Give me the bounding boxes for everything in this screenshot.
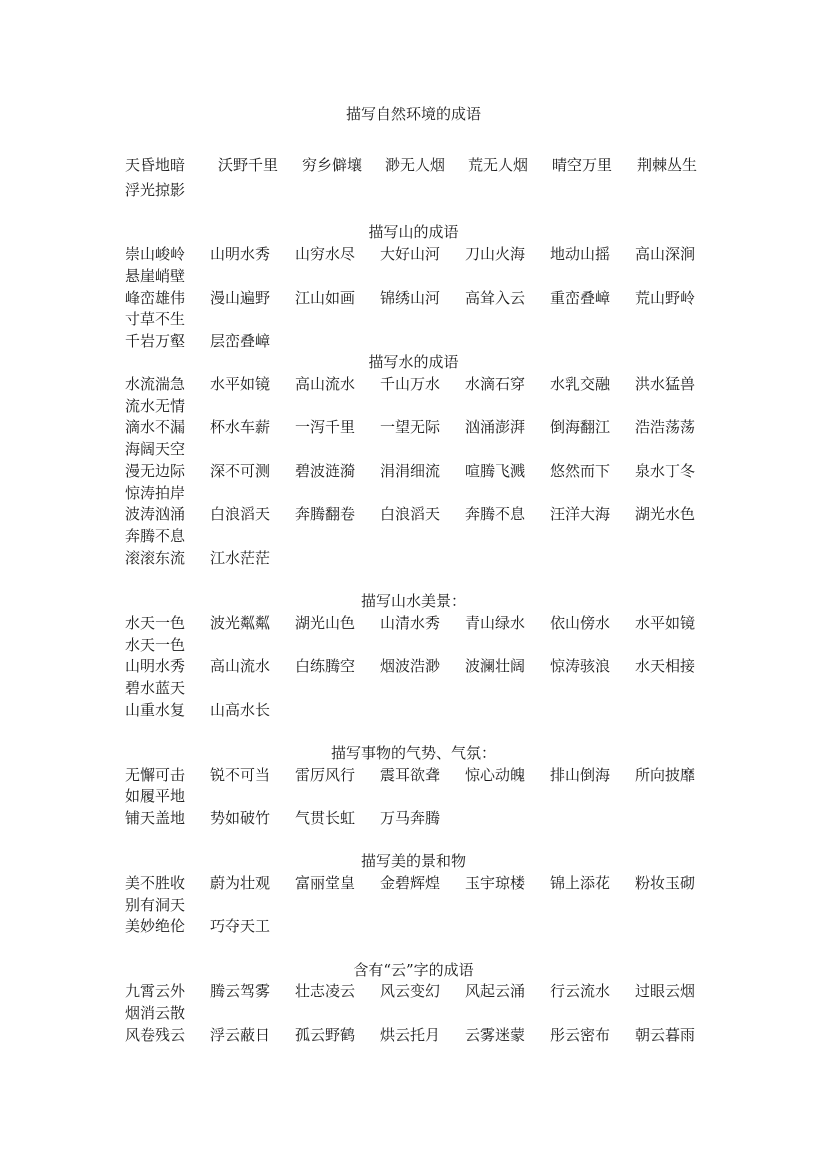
idiom: 峰峦雄伟 xyxy=(125,289,186,307)
idiom: 风卷残云 xyxy=(125,1026,186,1044)
idiom: 重峦叠嶂 xyxy=(550,289,611,307)
idiom-line xyxy=(125,873,725,893)
idiom-line xyxy=(125,916,725,936)
idiom: 山明水秀 xyxy=(125,657,186,675)
idiom: 湖光山色 xyxy=(295,614,356,632)
idiom: 铺天盖地 xyxy=(125,809,186,827)
idiom: 漫山遍野 xyxy=(210,289,271,307)
idiom: 水天一色 xyxy=(125,636,186,654)
idiom: 漫无边际 xyxy=(125,462,186,480)
idiom-line xyxy=(125,526,725,546)
idiom: 奔腾不息 xyxy=(125,527,186,545)
idiom: 杯水车薪 xyxy=(210,418,271,436)
idiom-line xyxy=(125,808,725,828)
idiom: 高耸入云 xyxy=(465,289,526,307)
idiom: 烘云托月 xyxy=(380,1026,441,1044)
idiom: 锦绣山河 xyxy=(380,289,441,307)
idiom: 气贯长虹 xyxy=(295,809,356,827)
idiom: 水天一色 xyxy=(125,614,186,632)
idiom: 风起云涌 xyxy=(465,982,526,1000)
idiom: 江山如画 xyxy=(295,289,356,307)
idiom: 风云变幻 xyxy=(380,982,441,1000)
idiom-line xyxy=(125,374,725,394)
idiom: 喧腾飞溅 xyxy=(465,462,526,480)
idiom: 荆棘丛生 xyxy=(637,156,698,174)
idiom: 惊涛拍岸 xyxy=(125,484,186,502)
idiom-line xyxy=(125,461,725,481)
idiom-line xyxy=(125,180,725,200)
idiom-line xyxy=(125,155,725,175)
idiom: 刀山火海 xyxy=(465,245,526,263)
idiom-line xyxy=(125,288,725,308)
idiom: 山重水复 xyxy=(125,701,186,719)
section-heading-water: 描写水的成语 xyxy=(368,353,459,371)
idiom: 水平如镜 xyxy=(210,375,271,393)
idiom: 蔚为壮观 xyxy=(210,874,271,892)
idiom: 无懈可击 xyxy=(125,766,186,784)
idiom: 地动山摇 xyxy=(550,245,611,263)
idiom-line xyxy=(125,895,725,915)
idiom: 碧波涟漪 xyxy=(295,462,356,480)
idiom: 深不可测 xyxy=(210,462,271,480)
idiom: 水滴石穿 xyxy=(465,375,526,393)
idiom: 倒海翻江 xyxy=(550,418,611,436)
idiom: 千岩万壑 xyxy=(125,332,186,350)
idiom: 水平如镜 xyxy=(635,614,696,632)
idiom: 沃野千里 xyxy=(218,156,279,174)
idiom: 水天相接 xyxy=(635,657,696,675)
idiom-line xyxy=(125,700,725,720)
section-heading-momentum: 描写事物的气势、气氛： xyxy=(330,744,496,762)
idiom: 晴空万里 xyxy=(552,156,613,174)
idiom: 荒山野岭 xyxy=(635,289,696,307)
idiom: 千山万水 xyxy=(380,375,441,393)
idiom: 粉妆玉砌 xyxy=(635,874,696,892)
idiom: 行云流水 xyxy=(550,982,611,1000)
idiom: 山穷水尽 xyxy=(295,245,356,263)
idiom: 朝云暮雨 xyxy=(635,1026,696,1044)
idiom: 奔腾不息 xyxy=(465,505,526,523)
page-title: 描写自然环境的成语 xyxy=(345,105,481,123)
idiom-line xyxy=(125,678,725,698)
idiom: 高山流水 xyxy=(210,657,271,675)
idiom: 所向披靡 xyxy=(635,766,696,784)
idiom-line xyxy=(125,765,725,785)
idiom: 烟波浩渺 xyxy=(380,657,441,675)
idiom-line xyxy=(125,483,725,503)
idiom: 奔腾翻卷 xyxy=(295,505,356,523)
idiom: 水流湍急 xyxy=(125,375,186,393)
idiom: 美不胜收 xyxy=(125,874,186,892)
idiom: 湖光水色 xyxy=(635,505,696,523)
idiom: 大好山河 xyxy=(380,245,441,263)
idiom: 白浪滔天 xyxy=(380,505,441,523)
idiom: 惊心动魄 xyxy=(465,766,526,784)
section-heading-mountain: 描写山的成语 xyxy=(368,223,459,241)
idiom: 高山流水 xyxy=(295,375,356,393)
idiom: 腾云驾雾 xyxy=(210,982,271,1000)
idiom-line xyxy=(125,266,725,286)
idiom: 波涛汹涌 xyxy=(125,505,186,523)
idiom-line xyxy=(125,504,725,524)
idiom: 渺无人烟 xyxy=(385,156,446,174)
idiom: 天昏地暗 xyxy=(125,156,186,174)
idiom: 彤云密布 xyxy=(550,1026,611,1044)
idiom: 泉水丁冬 xyxy=(635,462,696,480)
idiom: 一望无际 xyxy=(380,418,441,436)
idiom: 锐不可当 xyxy=(210,766,271,784)
idiom: 美妙绝伦 xyxy=(125,917,186,935)
idiom-line xyxy=(125,309,725,329)
idiom: 浮光掠影 xyxy=(125,181,186,199)
idiom: 孤云野鹤 xyxy=(295,1026,356,1044)
idiom: 青山绿水 xyxy=(465,614,526,632)
idiom: 雷厉风行 xyxy=(295,766,356,784)
idiom: 崇山峻岭 xyxy=(125,245,186,263)
idiom-line xyxy=(125,635,725,655)
idiom-line xyxy=(125,1025,725,1045)
idiom: 波澜壮阔 xyxy=(465,657,526,675)
idiom: 汪洋大海 xyxy=(550,505,611,523)
idiom: 涓涓细流 xyxy=(380,462,441,480)
idiom: 一泻千里 xyxy=(295,418,356,436)
idiom: 别有洞天 xyxy=(125,896,186,914)
idiom: 浩浩荡荡 xyxy=(635,418,696,436)
idiom-line xyxy=(125,244,725,264)
idiom: 过眼云烟 xyxy=(635,982,696,1000)
idiom-line xyxy=(125,613,725,633)
idiom-line xyxy=(125,981,725,1001)
idiom: 玉宇琼楼 xyxy=(465,874,526,892)
idiom: 悬崖峭壁 xyxy=(125,267,186,285)
idiom: 高山深涧 xyxy=(635,245,696,263)
idiom-line xyxy=(125,548,725,568)
idiom-line xyxy=(125,439,725,459)
idiom: 荒无人烟 xyxy=(468,156,529,174)
idiom: 九霄云外 xyxy=(125,982,186,1000)
idiom-line xyxy=(125,656,725,676)
idiom: 寸草不生 xyxy=(125,310,186,328)
idiom: 滚滚东流 xyxy=(125,549,186,567)
idiom: 山明水秀 xyxy=(210,245,271,263)
idiom: 如履平地 xyxy=(125,787,186,805)
idiom: 洪水猛兽 xyxy=(635,375,696,393)
idiom-line xyxy=(125,331,725,351)
idiom: 万马奔腾 xyxy=(380,809,441,827)
idiom: 震耳欲聋 xyxy=(380,766,441,784)
idiom: 云雾迷蒙 xyxy=(465,1026,526,1044)
idiom: 山清水秀 xyxy=(380,614,441,632)
idiom: 波光粼粼 xyxy=(210,614,271,632)
idiom: 富丽堂皇 xyxy=(295,874,356,892)
idiom: 惊涛骇浪 xyxy=(550,657,611,675)
idiom-line xyxy=(125,396,725,416)
idiom: 浮云蔽日 xyxy=(210,1026,271,1044)
idiom: 白浪滔天 xyxy=(210,505,271,523)
idiom: 穷乡僻壤 xyxy=(302,156,363,174)
idiom-line xyxy=(125,417,725,437)
idiom: 碧水蓝天 xyxy=(125,679,186,697)
idiom-line xyxy=(125,786,725,806)
idiom: 悠然而下 xyxy=(550,462,611,480)
idiom: 巧夺天工 xyxy=(210,917,271,935)
idiom: 滴水不漏 xyxy=(125,418,186,436)
idiom: 金碧辉煌 xyxy=(380,874,441,892)
idiom: 烟消云散 xyxy=(125,1004,186,1022)
idiom: 锦上添花 xyxy=(550,874,611,892)
idiom: 势如破竹 xyxy=(210,809,271,827)
idiom-line xyxy=(125,1003,725,1023)
idiom: 排山倒海 xyxy=(550,766,611,784)
idiom: 水乳交融 xyxy=(550,375,611,393)
section-heading-beauty: 描写美的景和物 xyxy=(360,852,466,870)
idiom: 依山傍水 xyxy=(550,614,611,632)
section-heading-scenery: 描写山水美景： xyxy=(360,592,466,610)
idiom: 白练腾空 xyxy=(295,657,356,675)
idiom: 层峦叠嶂 xyxy=(210,332,271,350)
idiom: 山高水长 xyxy=(210,701,271,719)
idiom: 流水无情 xyxy=(125,397,186,415)
idiom: 江水茫茫 xyxy=(210,549,271,567)
idiom: 海阔天空 xyxy=(125,440,186,458)
idiom: 汹涌澎湃 xyxy=(465,418,526,436)
section-heading-cloud: 含有“云”字的成语 xyxy=(353,961,474,979)
idiom: 壮志凌云 xyxy=(295,982,356,1000)
